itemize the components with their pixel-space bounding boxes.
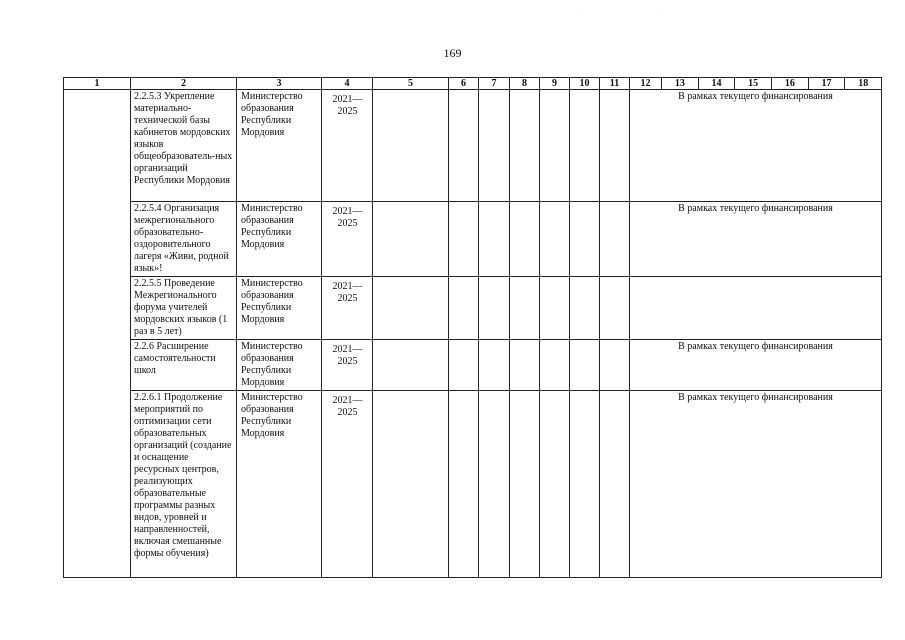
funding-cell: В рамках текущего финансирования <box>630 90 882 202</box>
empty-cell <box>510 90 540 202</box>
empty-cell <box>540 202 570 277</box>
col1-cell <box>64 90 131 578</box>
empty-cell <box>570 340 600 391</box>
period-cell: 2021—2025 <box>322 202 373 277</box>
empty-cell <box>449 391 479 578</box>
empty-cell <box>540 340 570 391</box>
measure-cell: 2.2.5.3 Укрепление материально-технической базы кабинетов мордовских языков общеобразователь-ных организаций Республики Мордовия <box>131 90 237 202</box>
empty-cell <box>600 391 630 578</box>
empty-cell <box>540 277 570 340</box>
header-col-1: 1 <box>64 78 131 90</box>
header-col-11: 11 <box>600 78 630 90</box>
empty-cell <box>600 90 630 202</box>
executor-cell: Министерство образования Республики Мордовия <box>237 391 322 578</box>
table-row <box>64 391 882 578</box>
funding-cell: В рамках текущего финансирования <box>630 202 882 277</box>
empty-cell <box>510 340 540 391</box>
measure-cell: 2.2.5.5 Проведение Межрегионального форума учителей мордовских языков (1 раз в 5 лет) <box>131 277 237 340</box>
header-col-15: 15 <box>734 78 771 89</box>
empty-cell <box>373 90 449 202</box>
header-col-18: 18 <box>844 78 881 89</box>
executor-cell: Министерство образования Республики Мордовия <box>237 340 322 391</box>
empty-cell <box>600 202 630 277</box>
header-col-16: 16 <box>771 78 808 89</box>
empty-cell <box>479 202 510 277</box>
empty-cell <box>479 391 510 578</box>
empty-cell <box>540 391 570 578</box>
funding-cell <box>630 277 882 340</box>
header-row <box>64 78 882 90</box>
header-col-17: 17 <box>808 78 845 89</box>
header-col-14: 14 <box>698 78 735 89</box>
header-col-2: 2 <box>131 78 237 90</box>
measure-cell: 2.2.5.4 Организация межрегионального образовательно-оздоровительного лагеря «Живи, родной язык»! <box>131 202 237 277</box>
empty-cell <box>600 277 630 340</box>
empty-cell <box>479 340 510 391</box>
empty-cell <box>373 277 449 340</box>
header-cols-13-18 <box>662 78 882 90</box>
empty-cell <box>510 277 540 340</box>
empty-cell <box>373 391 449 578</box>
budget-table <box>63 77 882 578</box>
empty-cell <box>373 202 449 277</box>
empty-cell <box>449 340 479 391</box>
empty-cell <box>570 202 600 277</box>
header-col-12: 12 <box>630 78 662 90</box>
page-number: 169 <box>443 46 462 60</box>
empty-cell <box>510 202 540 277</box>
header-col-9: 9 <box>540 78 570 90</box>
header-col-6: 6 <box>449 78 479 90</box>
executor-cell: Министерство образования Республики Мордовия <box>237 277 322 340</box>
empty-cell <box>570 277 600 340</box>
executor-cell: Министерство образования Республики Мордовия <box>237 202 322 277</box>
empty-cell <box>373 340 449 391</box>
empty-cell <box>449 202 479 277</box>
table-row <box>64 202 882 277</box>
header-col-3: 3 <box>237 78 322 90</box>
table-row <box>64 340 882 391</box>
empty-cell <box>540 90 570 202</box>
funding-cell: В рамках текущего финансирования <box>630 391 882 578</box>
executor-cell: Министерство образования Республики Мордовия <box>237 90 322 202</box>
empty-cell <box>479 90 510 202</box>
period-cell: 2021—2025 <box>322 277 373 340</box>
header-col-7: 7 <box>479 78 510 90</box>
header-col-13: 13 <box>674 78 685 89</box>
empty-cell <box>449 277 479 340</box>
header-col-8: 8 <box>510 78 540 90</box>
table-row <box>64 277 882 340</box>
funding-cell: В рамках текущего финансирования <box>630 340 882 391</box>
header-col-4: 4 <box>322 78 373 90</box>
header-col-5: 5 <box>373 78 449 90</box>
empty-cell <box>570 391 600 578</box>
empty-cell <box>479 277 510 340</box>
period-cell: 2021—2025 <box>322 391 373 578</box>
period-cell: 2021—2025 <box>322 90 373 202</box>
measure-cell: 2.2.6 Расширение самостоятельности школ <box>131 340 237 391</box>
period-cell: 2021—2025 <box>322 340 373 391</box>
empty-cell <box>600 340 630 391</box>
scan-artifact: · · · · · · · · ·· · · · · · · · · ·· · · · · <box>510 13 698 18</box>
empty-cell <box>570 90 600 202</box>
measure-cell: 2.2.6.1 Продолжение мероприятий по оптимизации сети образовательных организаций (создание и оснащение ресурсных центров, реализующих образовательные программы разных видов, уровней и направленностей, включая смешанные формы обучения) <box>131 391 237 578</box>
empty-cell <box>449 90 479 202</box>
header-col-10: 10 <box>570 78 600 90</box>
table-row <box>64 90 882 202</box>
empty-cell <box>510 391 540 578</box>
